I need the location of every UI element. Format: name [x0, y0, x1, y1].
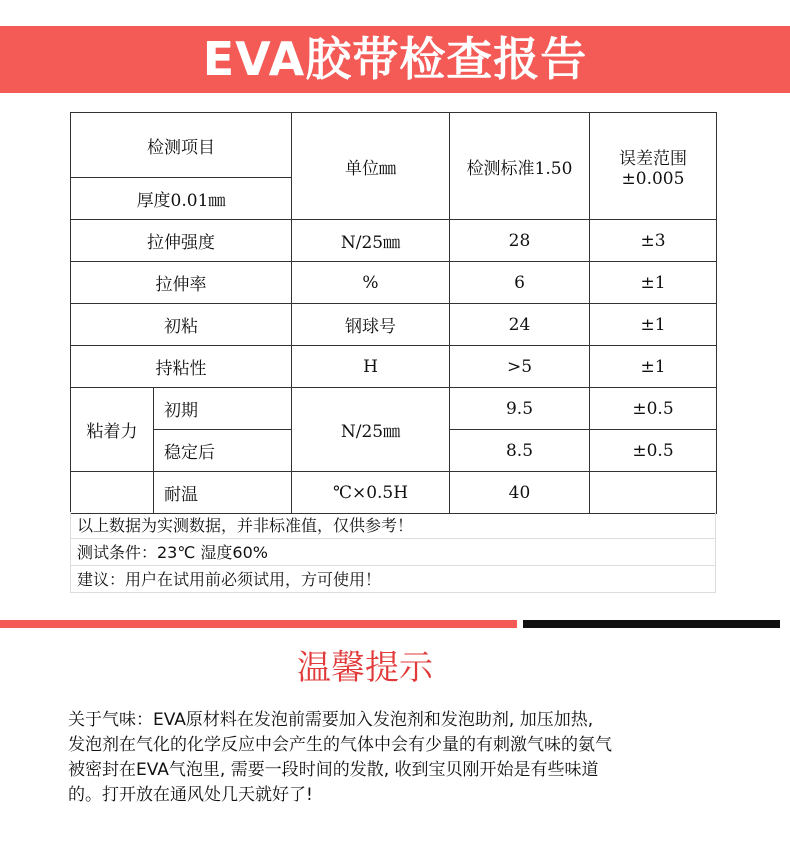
table-row — [71, 304, 717, 346]
row-value: 40 — [450, 472, 590, 514]
adhesion-unit: N/25㎜ — [292, 388, 450, 472]
header-tolerance-line1: 误差范围 — [619, 148, 687, 169]
row-tolerance: ±0.5 — [590, 388, 717, 430]
notes-block — [70, 512, 716, 593]
row-item: 拉伸强度 — [71, 220, 292, 262]
row-unit: 钢球号 — [292, 304, 450, 346]
tips-line: 的。打开放在通风处几天就好了! — [68, 785, 313, 805]
tips-line: 关于气味：EVA原材料在发泡前需要加入发泡剂和发泡助剂, 加压加热, — [68, 710, 594, 730]
page-title: EVA胶带检查报告 — [202, 32, 588, 86]
row-unit: % — [292, 262, 450, 304]
note-line: 以上数据为实测数据，并非标准值，仅供参考！ — [70, 512, 716, 539]
table-row — [71, 346, 717, 388]
row-item: 拉伸率 — [71, 262, 292, 304]
row-value: 9.5 — [450, 388, 590, 430]
note-line: 测试条件：23℃ 湿度60% — [70, 539, 716, 566]
row-blank — [71, 472, 154, 514]
row-item: 初期 — [154, 388, 292, 430]
tips-line: 发泡剂在气化的化学反应中会产生的气体中会有少量的有刺激气味的氨气 — [68, 735, 612, 755]
row-tolerance: ±1 — [590, 304, 717, 346]
divider-black — [523, 620, 780, 628]
row-value: 8.5 — [450, 430, 590, 472]
header-tolerance — [590, 113, 717, 220]
row-item: 稳定后 — [154, 430, 292, 472]
table-row — [71, 220, 717, 262]
row-item: 持粘性 — [71, 346, 292, 388]
header-standard: 检测标准1.50 — [450, 113, 590, 220]
header-item: 检测项目 — [71, 113, 292, 178]
row-value: 28 — [450, 220, 590, 262]
row-item: 耐温 — [154, 472, 292, 514]
divider-red — [0, 620, 517, 628]
row-tolerance — [590, 472, 717, 514]
header-tolerance-line2: ±0.005 — [621, 168, 685, 189]
row-tolerance: ±1 — [590, 346, 717, 388]
header-thickness: 厚度0.01㎜ — [71, 178, 292, 220]
table-row — [71, 388, 717, 430]
tips-title: 温馨提示 — [297, 648, 433, 688]
header-unit: 单位㎜ — [292, 113, 450, 220]
tips-line: 被密封在EVA气泡里, 需要一段时间的发散, 收到宝贝刚开始是有些味道 — [68, 760, 599, 780]
tips-body — [68, 708, 758, 808]
row-unit: ℃×0.5H — [292, 472, 450, 514]
row-unit: N/25㎜ — [292, 220, 450, 262]
row-unit: H — [292, 346, 450, 388]
table-row — [71, 262, 717, 304]
table-header-row — [71, 113, 717, 178]
row-value: 24 — [450, 304, 590, 346]
row-value: 6 — [450, 262, 590, 304]
spec-table — [70, 112, 717, 514]
note-line: 建议：用户在试用前必须试用，方可使用！ — [70, 566, 716, 593]
row-tolerance: ±3 — [590, 220, 717, 262]
row-tolerance: ±0.5 — [590, 430, 717, 472]
row-item: 初粘 — [71, 304, 292, 346]
adhesion-group-label: 粘着力 — [71, 388, 154, 472]
row-value: >5 — [450, 346, 590, 388]
table-row — [71, 472, 717, 514]
row-tolerance: ±1 — [590, 262, 717, 304]
